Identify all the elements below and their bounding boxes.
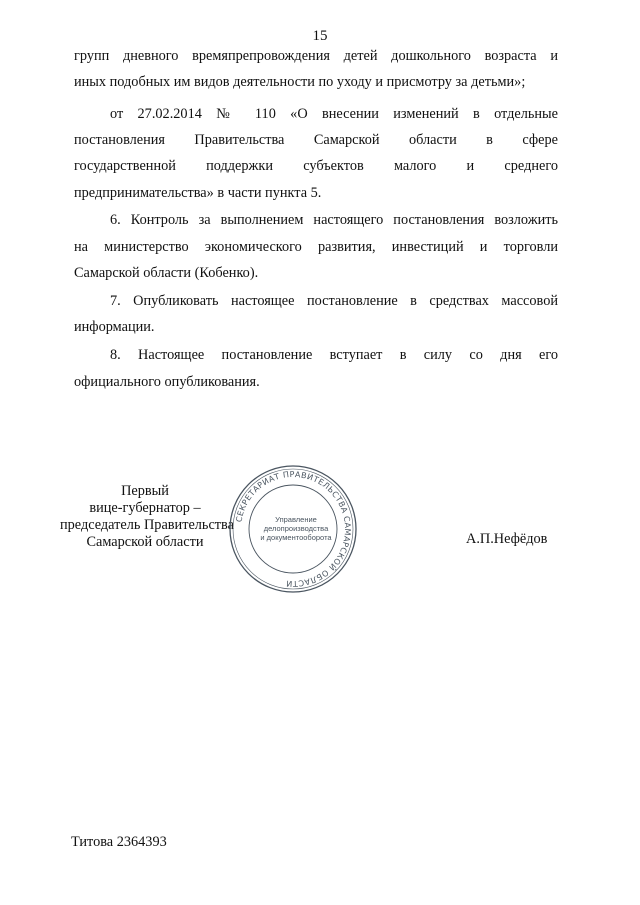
text-line: официального опубликования. (74, 374, 260, 390)
page-number: 15 (312, 28, 328, 44)
text-line: 6. Контроль за выполнением настоящего постановления возложить (110, 212, 558, 228)
signer-title (60, 483, 234, 551)
text-line: 8. Настоящее постановление вступает в силу со дня его (110, 347, 558, 363)
seal-center-line: и документооборота (260, 533, 332, 542)
seal-center-line: Управление (275, 515, 317, 524)
seal-ring-text: ПРАВИТЕЛЬСТВА САМАРСКОЙ ОБЛАСТИ (282, 469, 353, 589)
text-line: предпринимательства» в части пункта 5. (74, 185, 322, 201)
seal-ring-prefix: СЕКРЕТАРИАТ (234, 471, 281, 523)
official-seal (228, 464, 358, 594)
text-line: от 27.02.2014 № 110 «О внесении изменений в отдельные (110, 106, 558, 122)
text-line: 7. Опубликовать настоящее постановление в средствах массовой (110, 293, 558, 309)
text-line: государственной поддержки субъектов малого и среднего (74, 158, 558, 174)
signer-line: Самарской области (86, 534, 204, 550)
text-line: постановления Правительства Самарской области в сфере (74, 132, 558, 148)
signer-line: Первый (121, 483, 169, 499)
seal-center-line: делопроизводства (263, 524, 329, 533)
signature-name: А.П.Нефёдов (466, 531, 548, 547)
text-line: групп дневного времяпрепровождения детей дошкольного возраста и (74, 48, 558, 64)
text-line: информации. (74, 319, 155, 335)
footer-code: Титова 2364393 (71, 834, 167, 850)
signer-line: председатель Правительства (60, 517, 234, 533)
signer-line: вице-губернатор – (89, 500, 201, 516)
text-line: на министерство экономического развития, инвестиций и торговли (74, 239, 558, 255)
text-line: иных подобных им видов деятельности по уходу и присмотру за детьми»; (74, 74, 526, 90)
text-line: Самарской области (Кобенко). (74, 265, 259, 281)
